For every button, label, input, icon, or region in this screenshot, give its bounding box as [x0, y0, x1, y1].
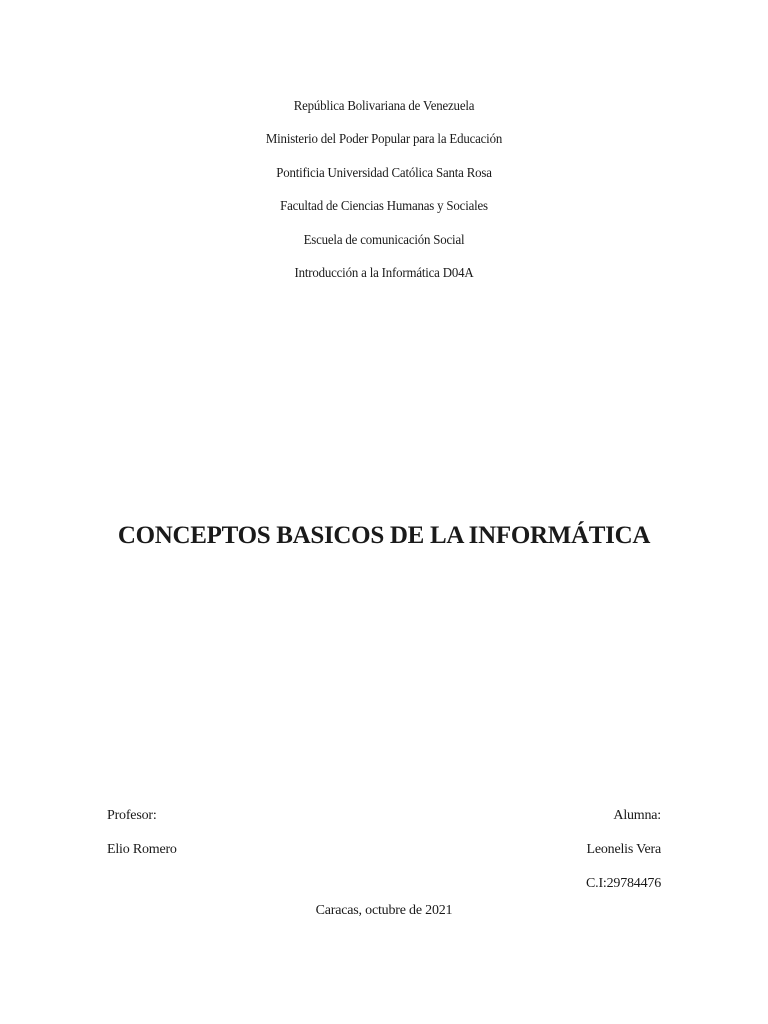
- professor-block: [107, 799, 177, 867]
- student-block: [586, 799, 661, 901]
- header-line-faculty: Facultad de Ciencias Humanas y Sociales: [280, 199, 488, 215]
- header-line-course: Introducción a la Informática D04A: [294, 266, 474, 282]
- header-line-school: Escuela de comunicación Social: [303, 232, 465, 248]
- student-id: C.I:29784476: [586, 876, 661, 891]
- institution-header: [0, 90, 768, 290]
- student-name: Leonelis Vera: [586, 842, 661, 857]
- professor-name: Elio Romero: [107, 842, 177, 857]
- header-line-ministry: Ministerio del Poder Popular para la Educación: [265, 132, 503, 148]
- professor-label: Profesor:: [107, 808, 157, 823]
- place-date: Caracas, octubre de 2021: [315, 903, 453, 918]
- student-label: Alumna:: [613, 808, 661, 823]
- document-title: CONCEPTOS BASICOS DE LA INFORMÁTICA: [117, 522, 651, 549]
- header-line-country: República Bolivariana de Venezuela: [293, 99, 475, 114]
- header-line-university: Pontificia Universidad Católica Santa Rosa: [276, 165, 492, 181]
